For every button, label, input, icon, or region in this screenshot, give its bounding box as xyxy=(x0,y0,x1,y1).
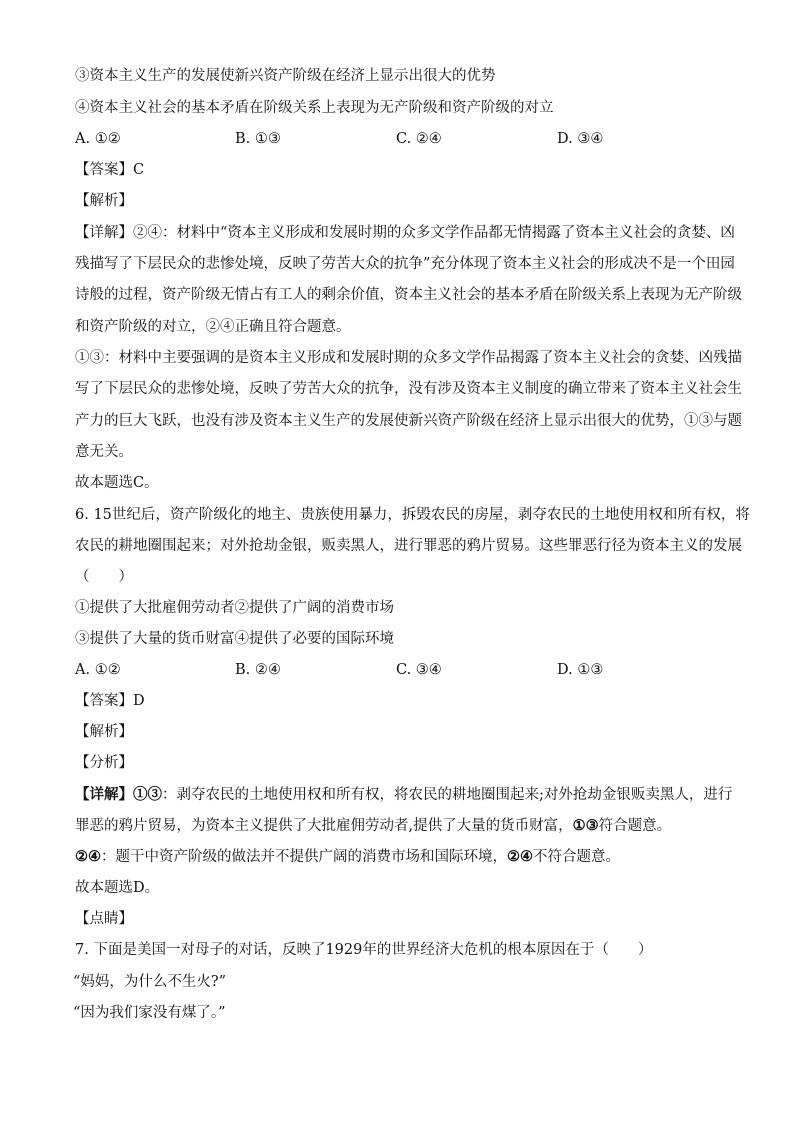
q6-fenxi-heading: 【分析】 xyxy=(75,755,133,771)
q6-detail-label: 【详解】①③ xyxy=(75,786,162,803)
q7-quote-1: “妈妈，为什么不生火?” xyxy=(73,974,227,990)
q6-detail-line xyxy=(75,816,722,836)
q6-detail-text: ：题干中资产阶级的做法并不提供广阔的消费市场和国际环境， xyxy=(101,849,507,865)
q6-detail-text: ：剥夺农民的土地使用权和所有权，将农民的耕地圈围起来;对外抢劫金银贩卖黑人，进行 xyxy=(162,787,733,803)
q6-stem-line: 6. 15世纪后，资产阶级化的地主、贵族使用暴力，拆毁农民的房屋，剥夺农民的土地使用权和所有权，将 xyxy=(75,507,750,523)
q6-choices xyxy=(75,660,725,680)
q6-analysis-heading: 【解析】 xyxy=(75,724,133,740)
q5-choice-b: B. ①③ xyxy=(235,131,281,147)
q6-detail-text: 不符合题意。 xyxy=(533,849,620,865)
q6-options-3-4: ③提供了大量的货币财富④提供了必要的国际环境 xyxy=(75,631,394,647)
q6-choice-d: D. ①③ xyxy=(557,662,604,678)
q5-choice-a: A. ①② xyxy=(75,131,121,147)
q5-detail-line: 写了下层民众的悲惨处境，反映了劳苦大众的抗争，没有涉及资本主义制度的确立带来了资本主义社会生 xyxy=(75,381,742,397)
q7-quote-2: “因为我们家没有煤了。” xyxy=(73,1005,226,1021)
q6-detail-marker: ②④ xyxy=(75,848,101,865)
q6-options-1-2: ①提供了大批雇佣劳动者②提供了广阔的消费市场 xyxy=(75,600,394,616)
q6-detail-marker: ①③ xyxy=(572,817,599,834)
q6-answer: 【答案】D xyxy=(75,693,145,709)
q5-choices xyxy=(75,129,725,149)
q5-detail-line: 残描写了下层民众的悲惨处境，反映了劳苦大众的抗争”充分体现了资本主义社会的形成决不是一个田园 xyxy=(75,256,735,272)
q6-choice-c: C. ③④ xyxy=(396,662,442,678)
q6-detail-marker: ②④ xyxy=(507,848,533,865)
q5-detail-line: 意无关。 xyxy=(75,444,133,460)
q5-choice-c: C. ②④ xyxy=(396,131,442,147)
q5-detail-line: 和资产阶级的对立，②④正确且符合题意。 xyxy=(75,319,351,335)
q6-choice-a: A. ①② xyxy=(75,662,121,678)
q5-detail-line: 【详解】②④：材料中“资本主义形成和发展时期的众多文学作品都无情揭露了资本主义社会的贪婪、凶 xyxy=(75,225,735,241)
q6-detail-text: 符合题意。 xyxy=(598,818,672,834)
q5-detail-line: ①③：材料中主要强调的是资本主义形成和发展时期的众多文学作品揭露了资本主义社会的贪婪、凶残描 xyxy=(75,350,742,366)
q5-option-4: ④资本主义社会的基本矛盾在阶级关系上表现为无产阶级和资产阶级的对立 xyxy=(75,100,554,116)
q5-option-3: ③资本主义生产的发展使新兴资产阶级在经济上显示出很大的优势 xyxy=(75,68,496,84)
q6-detail-text: 罪恶的鸦片贸易，为资本主义提供了大批雇佣劳动者,提供了大量的货币财富， xyxy=(75,818,573,834)
q6-conclusion: 故本题选D。 xyxy=(75,880,160,896)
q6-detail-line xyxy=(75,847,722,867)
q5-answer: 【答案】C xyxy=(75,162,145,178)
q5-conclusion: 故本题选C。 xyxy=(75,475,159,491)
q6-detail-line xyxy=(75,785,733,805)
q5-choice-d: D. ③④ xyxy=(557,131,604,147)
q6-choice-b: B. ②④ xyxy=(235,662,281,678)
q7-stem: 7. 下面是美国一对母子的对话，反映了1929年的世界经济大危机的根本原因在于（ ） xyxy=(75,942,653,958)
q6-stem-line: 农民的耕地圈围起来；对外抢劫金银，贩卖黑人，进行罪恶的鸦片贸易。这些罪恶行径为资本主义的发展 xyxy=(75,538,742,554)
q6-stem-blank: （ ） xyxy=(75,569,133,585)
q5-analysis-heading: 【解析】 xyxy=(75,193,133,209)
q6-dianjing-heading: 【点睛】 xyxy=(75,911,133,927)
q5-detail-line: 产力的巨大飞跃，也没有涉及资本主义生产的发展使新兴资产阶级在经济上显示出很大的优势，①③与题 xyxy=(75,413,742,429)
q5-detail-line: 诗般的过程，资产阶级无情占有工人的剩余价值，资本主义社会的基本矛盾在阶级关系上表现为无产阶级 xyxy=(75,287,742,303)
